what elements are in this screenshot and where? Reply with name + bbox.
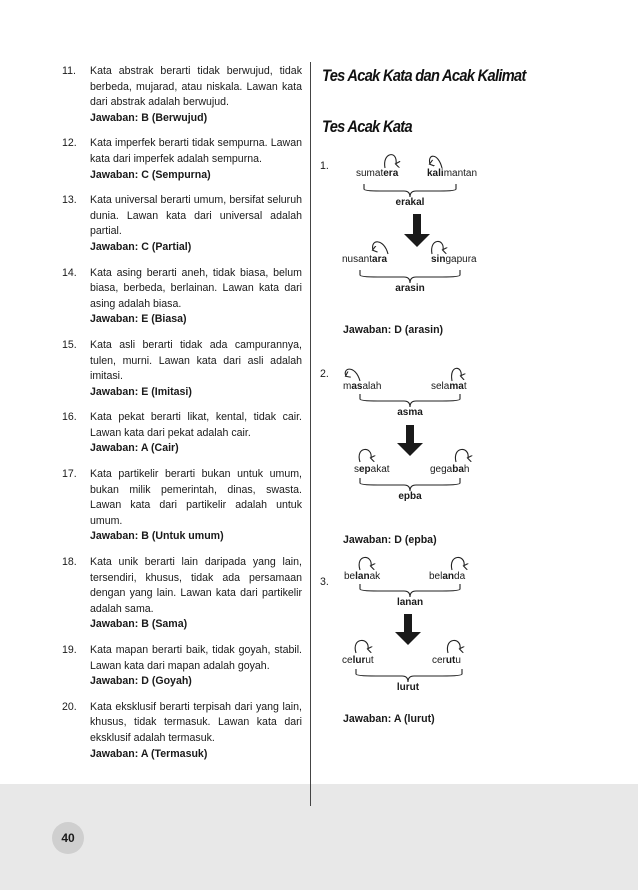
item-answer: Jawaban: E (Imitasi) xyxy=(90,385,192,398)
down-arrow-icon xyxy=(404,214,430,247)
item-number: 16. xyxy=(62,411,77,424)
answer-text: Jawaban: D (arasin) xyxy=(343,324,444,336)
combined-word: arasin xyxy=(395,283,425,294)
source-word: belanak xyxy=(344,571,381,582)
section-title: Tes Acak Kata dan Acak Kalimat xyxy=(322,66,526,85)
source-word: selamat xyxy=(431,381,467,392)
item-answer: Jawaban: E (Biasa) xyxy=(90,313,187,326)
down-arrow-icon xyxy=(397,425,423,456)
curl-arrow-icon xyxy=(451,557,464,570)
combined-word: erakal xyxy=(395,197,425,208)
source-word: celurut xyxy=(342,655,374,666)
item-answer: Jawaban: B (Berwujud) xyxy=(90,111,208,124)
item-text: Kata pekat berarti likat, kental, tidak cair. Lawan kata dari pekat adalah cair. xyxy=(90,411,302,439)
item-text: Kata abstrak berarti tidak berwujud, tidak berbeda, mujarad, atau niskala. Lawan kata dari abstrak adalah berwujud. xyxy=(90,65,302,109)
item-number: 14. xyxy=(62,266,77,279)
source-word: sumatera xyxy=(356,168,399,179)
curl-arrow-icon xyxy=(452,368,462,381)
item-text: Kata eksklusif berarti terpisah dari yang lain, khusus, tidak termasuk. Lawan kata dari eksklusif adalah termasuk. xyxy=(90,700,302,744)
item-number: 13. xyxy=(62,194,77,207)
curl-arrow-icon xyxy=(359,557,371,570)
question-number: 2. xyxy=(320,368,329,380)
source-word: singapura xyxy=(431,254,477,265)
item-answer: Jawaban: C (Sempurna) xyxy=(90,168,211,181)
combined-word: lurut xyxy=(396,682,420,693)
brace-icon xyxy=(360,584,460,597)
curl-arrow-icon xyxy=(429,156,442,168)
curl-arrow-icon xyxy=(447,640,460,653)
curl-arrow-icon xyxy=(355,640,368,653)
item-number: 20. xyxy=(62,700,77,713)
source-word: cerutu xyxy=(432,655,461,666)
item-number: 15. xyxy=(62,338,77,351)
curl-arrow-icon xyxy=(385,155,397,168)
item-number: 17. xyxy=(62,468,77,481)
source-word: kalimantan xyxy=(427,168,478,179)
item-answer: Jawaban: D (Goyah) xyxy=(90,675,192,688)
source-word: gegabah xyxy=(430,464,470,475)
item-answer: Jawaban: C (Partial) xyxy=(90,240,192,253)
item-number: 18. xyxy=(62,556,77,569)
item-text: Kata asing berarti aneh, tidak biasa, belum biasa, berbeda, berlainan. Lawan kata dari asing adalah biasa. xyxy=(90,266,302,310)
source-word: belanda xyxy=(429,571,466,582)
page-number: 40 xyxy=(52,822,84,854)
item-text: Kata universal berarti umum, bersifat seluruh dunia. Lawan kata dari universal adalah partial. xyxy=(90,194,302,238)
answer-text: Jawaban: A (lurut) xyxy=(343,713,435,725)
source-word: masalah xyxy=(343,381,382,392)
item-text: Kata mapan berarti baik, tidak goyah, stabil. Lawan kata dari mapan adalah goyah. xyxy=(90,644,302,672)
combined-word: lanan xyxy=(396,597,424,608)
item-text: Kata imperfek berarti tidak sempurna. Lawan kata dari imperfek adalah sempurna. xyxy=(90,137,302,165)
brace-icon xyxy=(360,270,460,283)
item-number: 12. xyxy=(62,137,77,150)
item-text: Kata asli berarti tidak ada campurannya, tulen, murni. Lawan kata dari asli adalah imitasi. xyxy=(90,338,302,383)
curl-arrow-icon xyxy=(455,449,468,462)
curl-arrow-icon xyxy=(373,242,388,254)
subsection-title: Tes Acak Kata xyxy=(322,117,412,136)
item-answer: Jawaban: A (Cair) xyxy=(90,442,179,455)
brace-icon xyxy=(364,184,456,197)
down-arrow-icon xyxy=(395,614,421,645)
answer-text: Jawaban: D (epba) xyxy=(343,534,437,546)
item-answer: Jawaban: A (Termasuk) xyxy=(90,747,208,760)
curl-arrow-icon xyxy=(359,449,371,462)
question-number: 3. xyxy=(320,576,329,588)
brace-icon xyxy=(360,394,460,407)
item-number: 19. xyxy=(62,644,77,656)
item-answer: Jawaban: B (Sama) xyxy=(90,618,188,631)
question-number: 1. xyxy=(320,160,329,172)
curl-arrow-icon xyxy=(432,241,444,254)
source-word: nusantara xyxy=(342,254,388,265)
combined-word: epba xyxy=(398,491,422,502)
brace-icon xyxy=(356,669,462,682)
curl-arrow-icon xyxy=(345,369,360,381)
source-word: sepakat xyxy=(354,464,390,475)
item-answer: Jawaban: B (Untuk umum) xyxy=(90,530,224,543)
item-text: Kata unik berarti lain daripada yang lain, tersendiri, khusus, tidak ada persamaan dengan yang lain. Lawan kata dari partikelir adalah sama. xyxy=(90,556,302,615)
combined-word: asma xyxy=(397,407,423,418)
brace-icon xyxy=(360,478,460,491)
item-text: Kata partikelir berarti bukan untuk umum, bukan milik pemerintah, dinas, swasta. Lawan kata dari partikelir adalah untuk umum. xyxy=(90,468,302,527)
item-number: 11. xyxy=(62,65,76,77)
